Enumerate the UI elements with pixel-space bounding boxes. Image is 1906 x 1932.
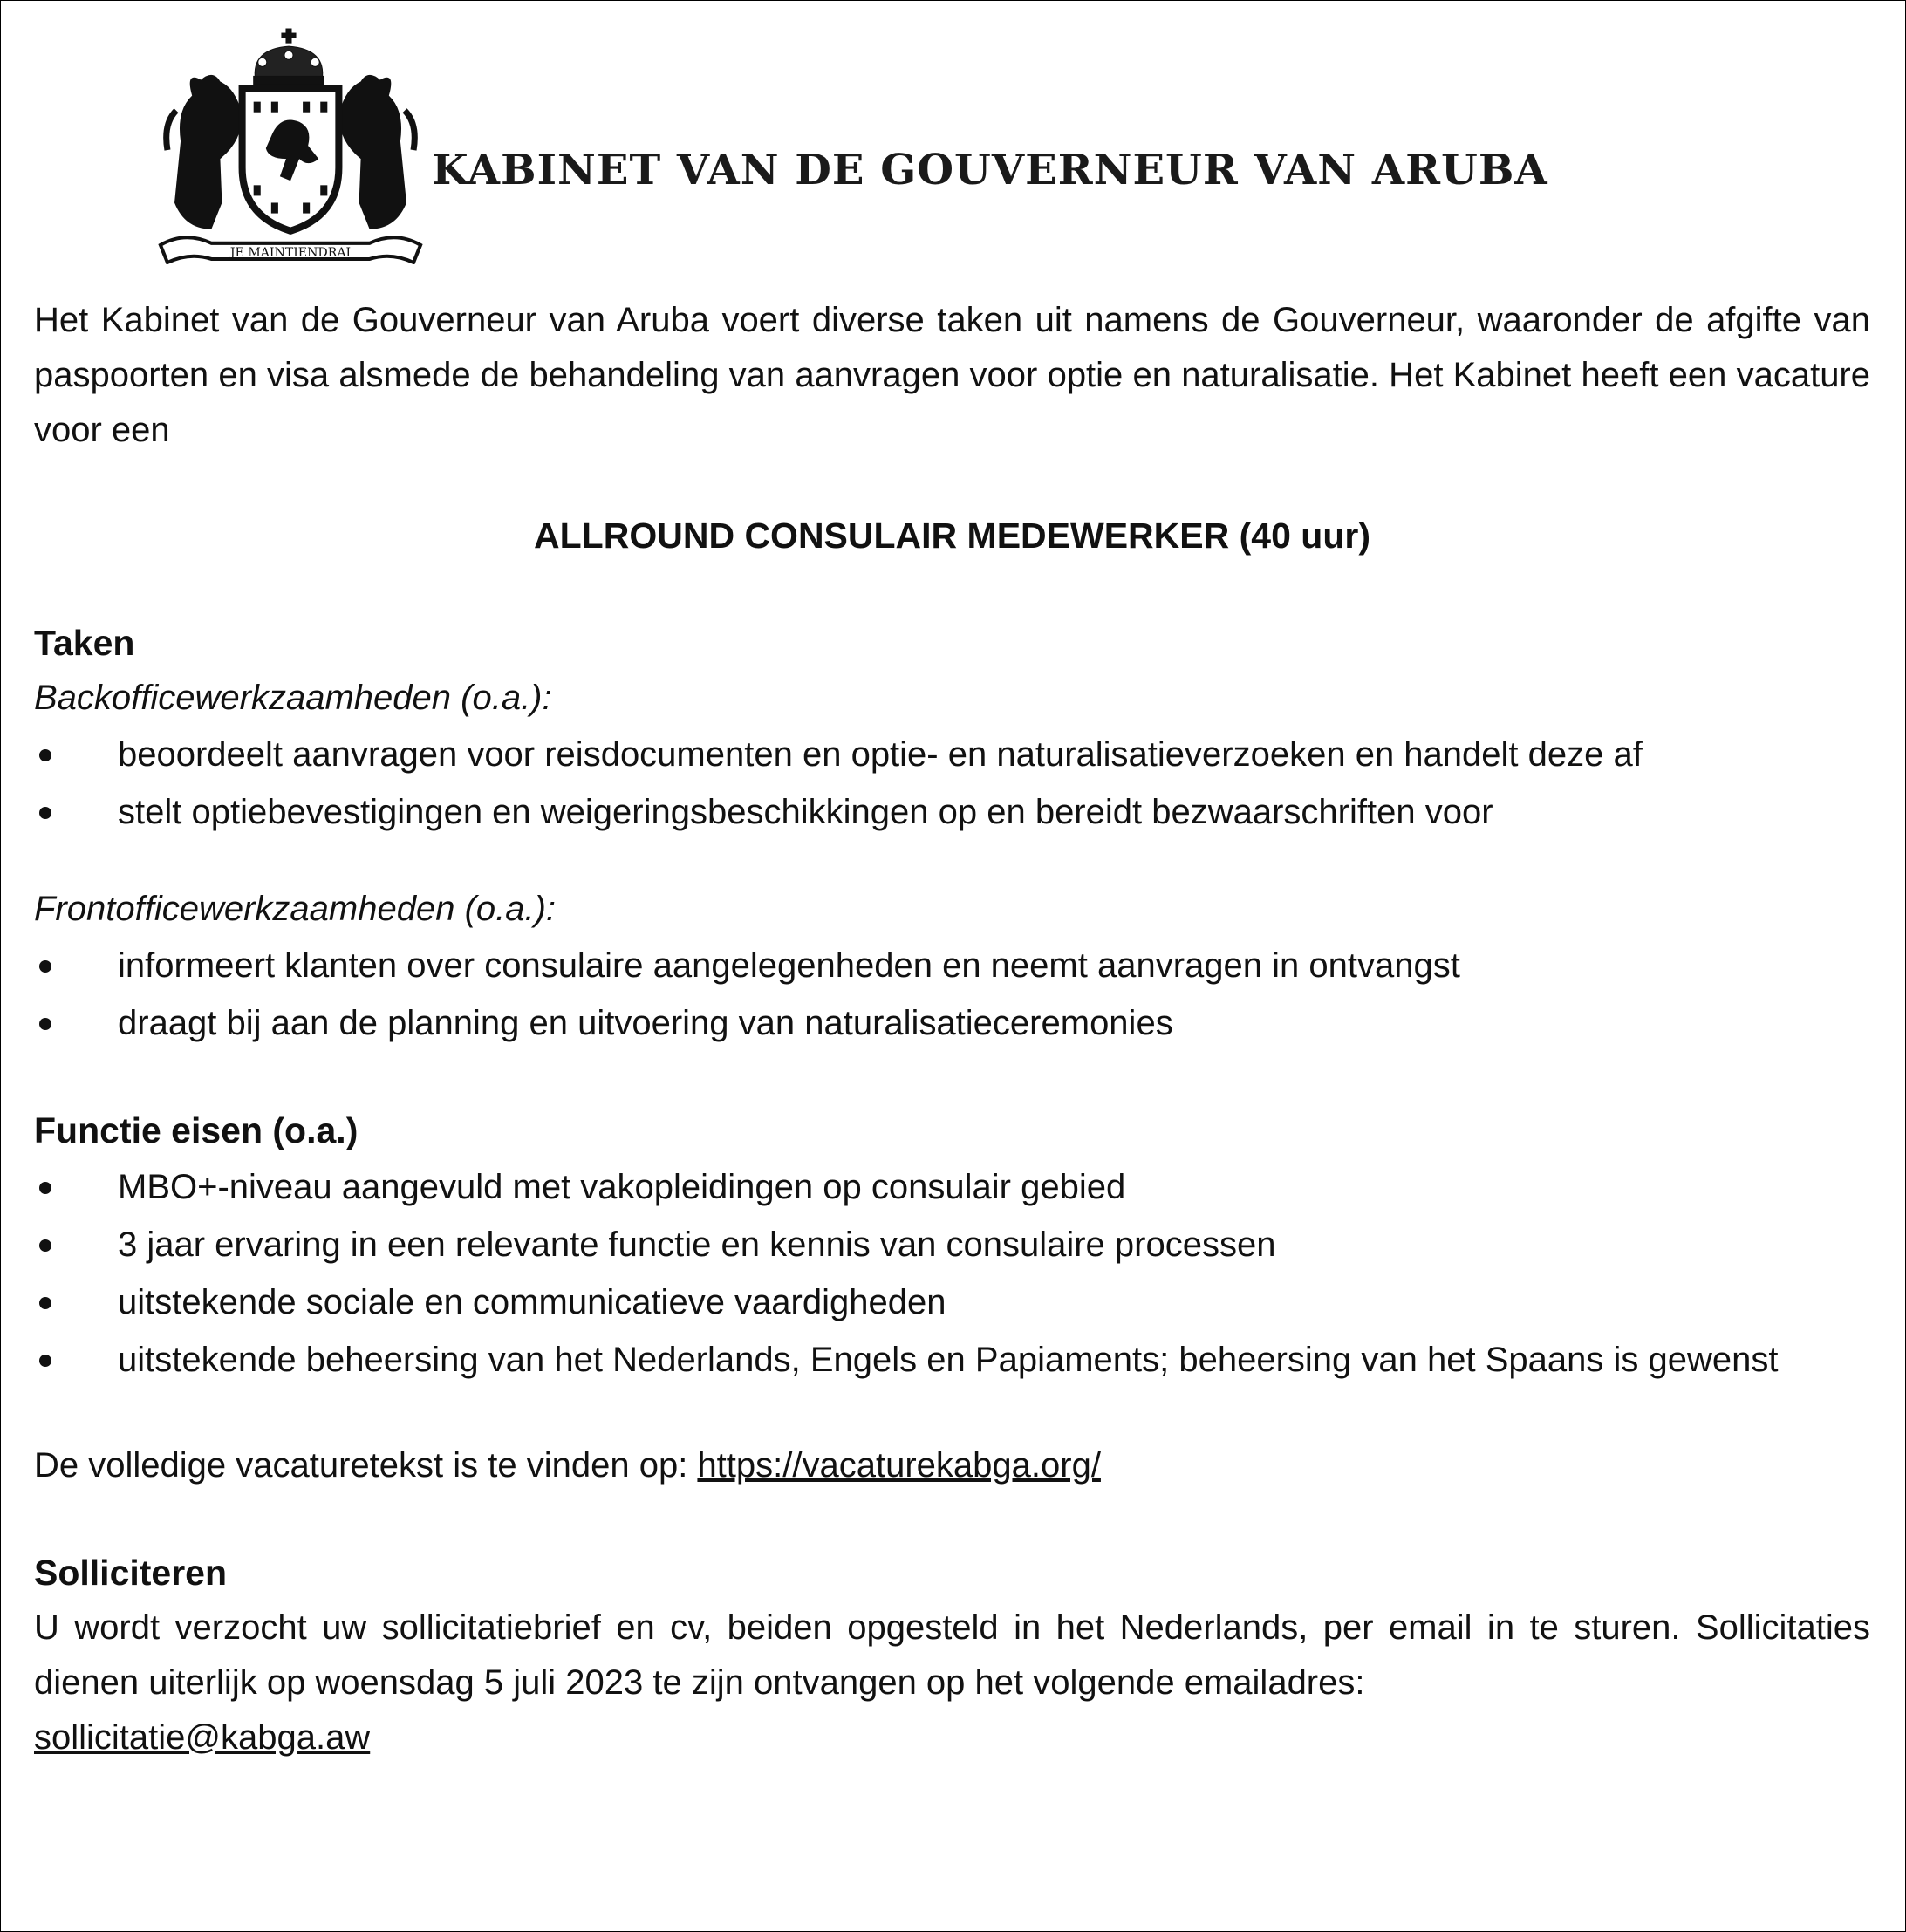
list-item-text: uitstekende sociale en communicatieve vaardigheden — [118, 1283, 946, 1321]
bullet-icon — [39, 1297, 51, 1309]
list-item — [34, 1218, 1870, 1273]
intro-paragraph: Het Kabinet van de Gouverneur van Aruba voert diverse taken uit namens de Gouverneur, waaronder de afgifte van paspoorten en visa alsmede de behandeling van aanvragen voor optie en naturalisatie. Het Kabinet heeft een vacature voor een — [34, 301, 1870, 449]
email-link[interactable]: sollicitatie@kabga.aw — [34, 1718, 371, 1757]
coat-of-arms-icon — [158, 27, 423, 264]
list-item — [34, 996, 1870, 1051]
list-item-text: uitstekende beheersing van het Nederlands, Engels en Papiaments; beheersing van het Spaans is gewenst — [118, 1341, 1779, 1379]
vacancy-link-line — [34, 1438, 1870, 1493]
list-item-text: informeert klanten over consulaire aangelegenheden en neemt aanvragen in ontvangst — [118, 946, 1460, 985]
vacancy-link-prefix: De volledige vacaturetekst is te vinden op: — [34, 1446, 698, 1485]
bullet-icon — [39, 1182, 51, 1194]
apply-paragraph: U wordt verzocht uw sollicitatiebrief en cv, beiden opgesteld in het Nederlands, per email in te sturen. Sollicitaties dienen uiterlijk op woensdag 5 juli 2023 te zijn ontvangen op het volgende emailadres: — [34, 1608, 1870, 1702]
bullet-icon — [39, 1355, 51, 1367]
bullet-icon — [39, 960, 51, 973]
list-item-text: 3 jaar ervaring in een relevante functie en kennis van consulaire processen — [118, 1225, 1276, 1264]
vacancy-body — [34, 293, 1870, 1765]
bullet-icon — [39, 807, 51, 819]
list-item — [34, 1333, 1870, 1388]
list-item — [34, 939, 1870, 993]
taken-heading: Taken — [34, 623, 135, 663]
bullet-icon — [39, 749, 51, 761]
header — [158, 27, 1548, 264]
backoffice-list — [34, 727, 1870, 840]
list-item — [34, 1160, 1870, 1215]
job-title: ALLROUND CONSULAIR MEDEWERKER (40 uur) — [534, 515, 1370, 556]
vacancy-url-link[interactable]: https://vacaturekabga.org/ — [697, 1446, 1101, 1485]
list-item — [34, 727, 1870, 782]
eisen-heading: Functie eisen (o.a.) — [34, 1110, 359, 1150]
bullet-icon — [39, 1018, 51, 1030]
list-item — [34, 1275, 1870, 1330]
frontoffice-list — [34, 939, 1870, 1051]
bullet-icon — [39, 1239, 51, 1252]
organization-name: KABINET VAN DE GOUVERNEUR VAN ARUBA — [432, 146, 1548, 195]
solliciteren-heading: Solliciteren — [34, 1553, 228, 1593]
eisen-list — [34, 1160, 1870, 1388]
frontoffice-label: Frontofficewerkzaamheden (o.a.): — [34, 890, 557, 928]
crest-motto: JE MAINTIENDRAI — [229, 245, 352, 260]
list-item-text: beoordeelt aanvragen voor reisdocumenten en optie- en naturalisatieverzoeken en handelt deze af — [118, 735, 1643, 774]
list-item-text: draagt bij aan de planning en uitvoering van naturalisatieceremonies — [118, 1004, 1173, 1042]
backoffice-label: Backofficewerkzaamheden (o.a.): — [34, 679, 552, 717]
list-item-text: stelt optiebevestigingen en weigeringsbeschikkingen op en bereidt bezwaarschriften voor — [118, 793, 1493, 831]
list-item — [34, 785, 1870, 840]
email-line — [34, 1710, 1870, 1765]
list-item-text: MBO+-niveau aangevuld met vakopleidingen op consulair gebied — [118, 1168, 1126, 1206]
